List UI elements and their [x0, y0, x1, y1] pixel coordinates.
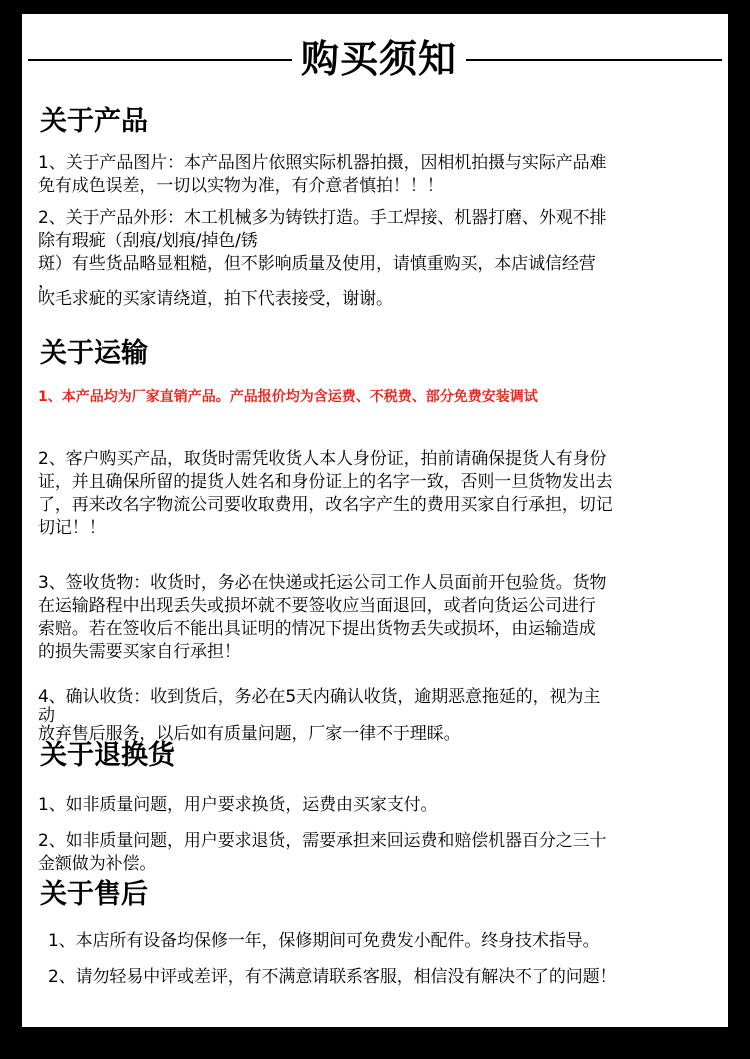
aftersale-paragraph-2: [48, 966, 728, 989]
text-line: 除有瑕疵（刮痕/划痕/掉色/锈: [38, 231, 258, 251]
section-heading-shipping: 关于运输: [40, 338, 148, 369]
text-line: 在运输路程中出现丢失或损坏就不要签收应当面退回，或者向货运公司进行: [38, 596, 596, 616]
section-heading-aftersale: 关于售后: [40, 879, 148, 910]
page-title: 购买须知: [300, 37, 457, 81]
text-line: 2、请勿轻易中评或差评，有不满意请联系客服，相信没有解决不了的问题！: [48, 967, 617, 987]
text-line: 免有成色误差，一切以实物为准，有介意者慎拍！！！: [38, 176, 444, 196]
text-line: 吹毛求疵的买家请绕道，拍下代表接受，谢谢。: [38, 289, 393, 309]
product-paragraph-1: [38, 152, 718, 198]
section-heading-product: 关于产品: [40, 106, 148, 137]
text-line: ，: [38, 272, 55, 292]
text-line: 放弃售后服务，以后如有质量问题，厂家一律不于理睬。: [38, 724, 461, 744]
text-line: 1、如非质量问题，用户要求换货，运费由买家支付。: [38, 795, 438, 815]
text-line: 2、关于产品外形：木工机械多为铸铁打造。手工焊接、机器打磨、外观不排: [38, 208, 607, 228]
text-line: 1、关于产品图片：本产品图片依照实际机器拍摄，因相机拍摄与实际产品难: [38, 153, 607, 173]
text-line: 2、如非质量问题，用户要求退货，需要承担来回运费和赔偿机器百分之三十: [38, 831, 607, 851]
text-line: 的损失需要买家自行承担！: [38, 642, 241, 662]
title-rule-right: [466, 59, 722, 61]
text-line: 证，并且确保所留的提货人姓名和身份证上的名字一致，否则一旦货物发出去: [38, 472, 613, 492]
product-paragraph-2: [38, 207, 718, 311]
shipping-paragraph-2: [38, 448, 718, 540]
text-line: 动: [38, 706, 55, 726]
text-line: 金额做为补偿。: [38, 854, 157, 874]
shipping-highlight-note: 1、本产品均为厂家直销产品。产品报价均为含运费、不税费、部分免费安装调试: [38, 389, 538, 405]
shipping-paragraph-3: [38, 572, 718, 664]
text-line: 2、客户购买产品，取货时需凭收货人本人身份证，拍前请确保提货人有身份: [38, 449, 607, 469]
text-line: 3、签收货物：收货时，务必在快递或托运公司工作人员面前开包验货。货物: [38, 573, 607, 593]
returns-paragraph-2: [38, 830, 718, 876]
text-line: 1、本店所有设备均保修一年，保修期间可免费发小配件。终身技术指导。: [48, 931, 600, 951]
shipping-paragraph-4: [38, 686, 718, 746]
text-line: 索赔。若在签收后不能出具证明的情况下提出货物丢失或损坏，由运输造成: [38, 619, 596, 639]
text-line: 4、确认收货：收到货后，务必在5天内确认收货，逾期恶意拖延的，视为主: [38, 687, 601, 707]
returns-paragraph-1: [38, 794, 718, 817]
text-line: 了，再来改名字物流公司要收取费用，改名字产生的费用买家自行承担，切记: [38, 495, 613, 515]
text-line: 斑）有些货品略显粗糙，但不影响质量及使用，请慎重购买，本店诚信经营: [38, 254, 596, 274]
notice-sheet: [22, 14, 728, 1027]
section-heading-returns: 关于退换货: [40, 740, 175, 771]
title-row: [22, 28, 728, 90]
text-line: 切记！！: [38, 518, 106, 538]
title-rule-left: [28, 59, 292, 61]
aftersale-paragraph-1: [48, 930, 728, 953]
